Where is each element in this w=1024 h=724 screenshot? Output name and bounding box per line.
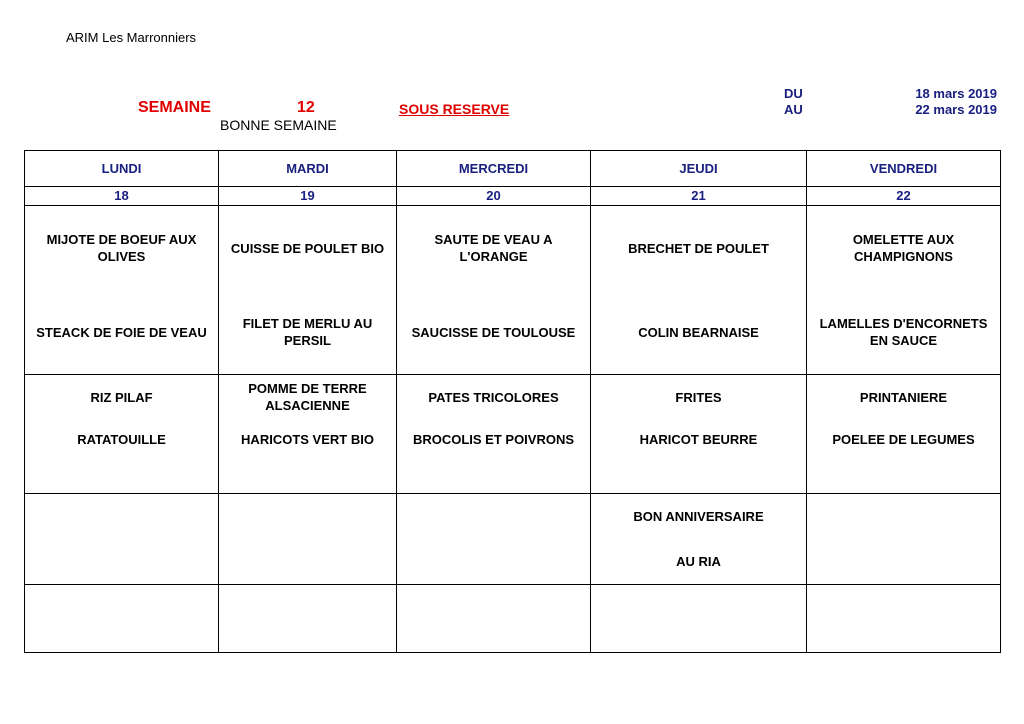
day-cell <box>25 151 219 187</box>
side-dish: RIZ PILAF <box>90 389 153 405</box>
empty-cell <box>219 585 397 653</box>
main-dish-cell <box>807 206 1001 375</box>
side-dish-cell <box>807 375 1001 494</box>
extra-cell <box>397 494 591 585</box>
side-dish-row <box>25 375 1001 494</box>
day-name: JEUDI <box>679 160 718 176</box>
reserve-note: SOUS RESERVE <box>399 101 510 117</box>
main-dish-cell <box>397 206 591 375</box>
side-dish: HARICOTS VERT BIO <box>241 431 374 447</box>
extra-cell <box>807 494 1001 585</box>
date-cell <box>807 187 1001 206</box>
special-note: AU RIA <box>676 554 721 569</box>
date-cell <box>25 187 219 206</box>
side-dish: BROCOLIS ET POIVRONS <box>412 431 575 447</box>
day-cell <box>591 151 807 187</box>
greeting-text: BONNE SEMAINE <box>220 117 337 133</box>
side-dish-cell <box>591 375 807 494</box>
day-cell <box>219 151 397 187</box>
day-name: VENDREDI <box>869 160 938 176</box>
day-name: MARDI <box>286 160 329 176</box>
side-dish-cell <box>397 375 591 494</box>
date-to-label: AU <box>784 102 803 117</box>
empty-row <box>25 585 1001 653</box>
main-dish: CUISSE DE POULET BIO <box>230 240 385 256</box>
main-dish-cell <box>25 206 219 375</box>
side-dish: RATATOUILLE <box>77 431 166 447</box>
date-cell <box>397 187 591 206</box>
week-number: 12 <box>297 99 315 116</box>
side-dish: HARICOT BEURRE <box>639 431 758 447</box>
weekly-menu-table <box>24 150 1001 653</box>
main-dish: STEACK DE FOIE DE VEAU <box>36 324 207 340</box>
main-dish: OMELETTE AUX CHAMPIGNONS <box>852 232 955 264</box>
side-dish-cell <box>25 375 219 494</box>
date-cell <box>219 187 397 206</box>
main-dish: LAMELLES D'ENCORNETS EN SAUCE <box>819 316 988 348</box>
day-date: 22 <box>896 188 911 203</box>
extra-cell <box>219 494 397 585</box>
extra-cell <box>25 494 219 585</box>
side-dish: PRINTANIERE <box>859 389 948 405</box>
side-dish-cell <box>219 375 397 494</box>
main-dish: SAUTE DE VEAU A L'ORANGE <box>434 232 553 264</box>
main-dish-cell <box>591 206 807 375</box>
date-from-label: DU <box>784 86 803 101</box>
date-from-value: 18 mars 2019 <box>915 86 997 101</box>
side-dish: PATES TRICOLORES <box>428 389 559 405</box>
main-dish: FILET DE MERLU AU PERSIL <box>242 316 373 348</box>
empty-cell <box>807 585 1001 653</box>
main-dish: BRECHET DE POULET <box>628 240 769 256</box>
date-number-row <box>25 187 1001 206</box>
main-dish: MIJOTE DE BOEUF AUX OLIVES <box>46 232 197 264</box>
day-date: 19 <box>300 188 315 203</box>
extra-cell <box>591 494 807 585</box>
empty-cell <box>397 585 591 653</box>
main-dish: SAUCISSE DE TOULOUSE <box>411 324 576 340</box>
date-to-value: 22 mars 2019 <box>915 102 997 117</box>
side-dish: POELEE DE LEGUMES <box>832 431 975 447</box>
empty-cell <box>591 585 807 653</box>
side-dish: POMME DE TERRE ALSACIENNE <box>248 381 367 413</box>
main-dish: COLIN BEARNAISE <box>638 324 759 340</box>
main-dish-cell <box>219 206 397 375</box>
day-cell <box>397 151 591 187</box>
day-header-row <box>25 151 1001 187</box>
day-date: 18 <box>114 188 129 203</box>
day-cell <box>807 151 1001 187</box>
special-note: BON ANNIVERSAIRE <box>633 509 764 524</box>
empty-cell <box>25 585 219 653</box>
week-label: SEMAINE <box>138 99 211 116</box>
date-cell <box>591 187 807 206</box>
day-name: MERCREDI <box>458 160 529 176</box>
day-date: 20 <box>486 188 501 203</box>
extra-row <box>25 494 1001 585</box>
main-dish-row <box>25 206 1001 375</box>
organization-name: ARIM Les Marronniers <box>66 30 197 45</box>
day-date: 21 <box>691 188 706 203</box>
day-name: LUNDI <box>101 160 142 176</box>
side-dish: FRITES <box>675 389 722 405</box>
